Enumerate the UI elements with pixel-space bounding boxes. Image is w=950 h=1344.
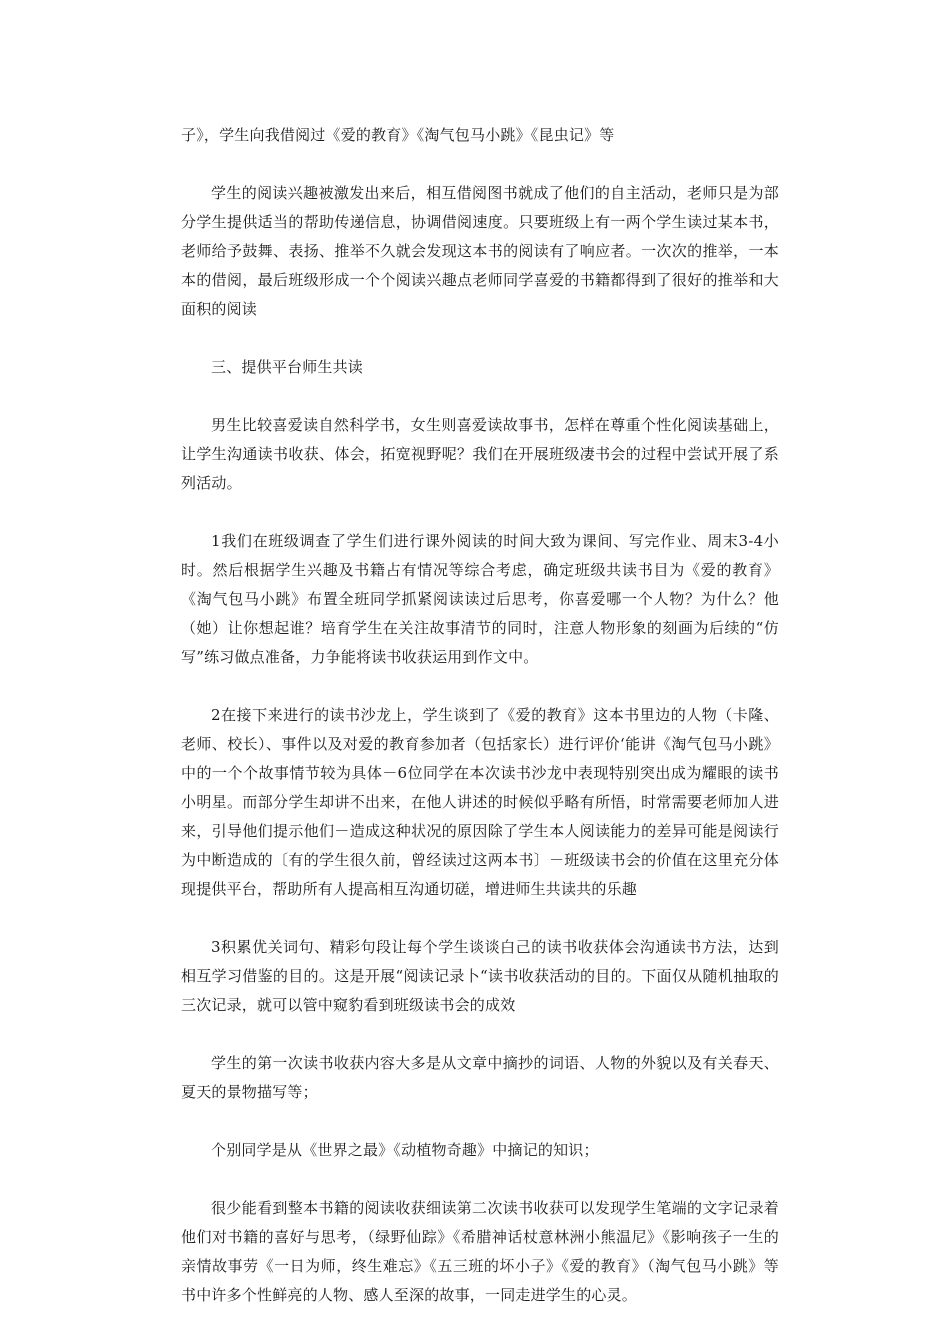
- paragraph-individual-students: 个别同学是从《世界之最》《动植物奇趣》中摘记的知识；: [211, 1141, 599, 1159]
- document-body: [181, 121, 779, 1339]
- paragraph-first-record: 学生的第一次读书收获内容大多是从文章中摘抄的词语、人物的外貌以及有关春天、夏天的景物描写等；: [181, 1054, 779, 1101]
- paragraph-item-3: 3积累优关词句、精彩句段让每个学生谈谈白己的读书收获体会沟通读书方法，达到相互学习借鉴的目的。这是开展“阅读记录卜“读书收获活动的目的。下面仅从随机抽取的三次记录，就可以管中窥豹看到班级读书会的成效: [181, 938, 779, 1014]
- paragraph-continuation: 子》，学生向我借阅过《爱的教育》《淘气包马小跳》《昆虫记》等: [181, 126, 615, 144]
- paragraph-second-record: 很少能看到整本书籍的阅读收获细读第二次读书收获可以发现学生笔端的文字记录着他们对书籍的喜好与思考，（绿野仙踪》《希腊神话杖意林洲小熊温尼》《影响孩子一生的亲情故事劳《一日为师，终生难忘》《五三班的坏小子》《爱的教育》（淘气包马小跳》等书中许多个性鲜亮的人物、感人至深的故事，一同走进学生的心灵。: [181, 1199, 779, 1304]
- paragraph-reading-interest: 学生的阅读兴趣被激发出来后，相互借阅图书就成了他们的自主活动，老师只是为部分学生提供适当的帮助传递信息，协调借阅速度。只要班级上有一两个学生读过某本书，老师给予鼓舞、表扬、推举不久就会发现这本书的阅读有了响应者。一次次的推举，一本本的借阅，最后班级形成一个个阅读兴趣点老师同学喜爱的书籍都得到了很好的推举和大面积的阅读: [181, 184, 779, 318]
- paragraph-boys-girls: 男生比较喜爱读自然科学书，女生则喜爱读故事书，怎样在尊重个性化阅读基础上，让学生沟通读书收获、体会，拓宽视野呢？我们在开展班级凄书会的过程中尝试开展了系列活动。: [181, 416, 779, 492]
- section-heading: 三、提供平台师生共读: [211, 358, 364, 376]
- paragraph-item-1: 1我们在班级调查了学生们进行课外阅读的时间大致为课间、写完作业、周末3-4小时。然后根据学生兴趣及书籍占有情况等综合考虑，确定班级共读书目为《爱的教育》《淘气包马小跳》布置全班同学抓紧阅读读过后思考，你喜爱哪一个人物？为什么？他（她）让你想起谁？培育学生在关注故事清节的同时，注意人物形象的刻画为后续的“仿写”练习做点准备，力争能将读书收获运用到作文中。: [181, 532, 779, 666]
- paragraph-item-2: 2在接下来进行的读书沙龙上，学生谈到了《爱的教育》这本书里边的人物（卡隆、老师、校长）、事件以及对爱的教育参加者（包括家长）进行评价‘能讲《淘气包马小跳》中的一个个故事情节较为具体－6位同学在本次读书沙龙中表现特别突出成为耀眼的读书小明星。而部分学生却讲不出来，在他人讲述的时候似乎略有所悟，时常需要老师加人进来，引导他们提示他们－造成这种状况的原因除了学生本人阅读能力的差异可能是阅读行为中断造成的〔有的学生很久前，曾经读过这两本书〕－班级读书会的价值在这里充分体现提供平台，帮助所有人提高相互沟通切磋，增进师生共读共的乐趣: [181, 706, 779, 898]
